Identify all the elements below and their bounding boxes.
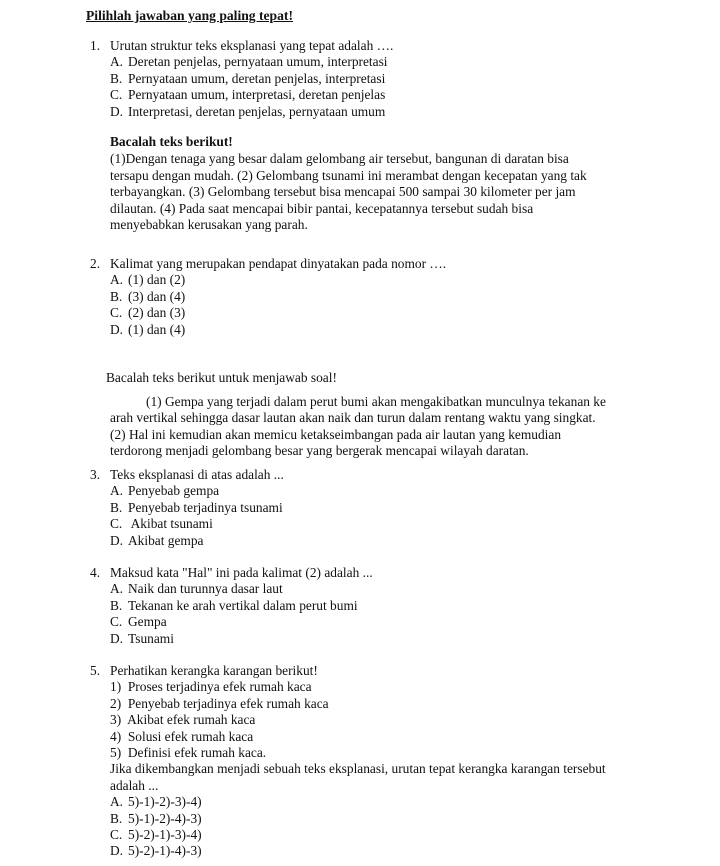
option-text: Pernyataan umum, interpretasi, deretan penjelas (128, 87, 386, 103)
reading-passage-2 (110, 394, 690, 460)
question-1 (90, 38, 650, 120)
option-letter: B. (110, 810, 123, 826)
option-letter: B. (110, 499, 123, 515)
option-text: Akibat gempa (128, 532, 204, 548)
option-letter: D. (110, 103, 124, 119)
outline-item: 1) Proses terjadinya efek rumah kaca (110, 679, 312, 695)
page-heading: Pilihlah jawaban yang paling tepat! (86, 8, 293, 23)
option-text: Tekanan ke arah vertikal dalam perut bumi (128, 597, 358, 613)
option-text: Deretan penjelas, pernyataan umum, interpretasi (128, 54, 388, 70)
option-letter: A. (110, 581, 124, 597)
passage-title: Bacalah teks berikut! (110, 134, 233, 149)
option-c[interactable] (110, 516, 650, 532)
question-prompt: adalah ... (110, 777, 159, 793)
option-a[interactable] (110, 272, 650, 288)
option-d[interactable] (110, 533, 650, 549)
option-b[interactable] (110, 500, 650, 516)
option-text: Naik dan turunnya dasar laut (128, 581, 283, 597)
option-c[interactable] (110, 614, 650, 630)
option-text: Gempa (128, 614, 167, 630)
option-text: 5)-1)-2)-4)-3) (128, 810, 202, 826)
option-text: 5)-1)-2)-3)-4) (128, 794, 202, 810)
passage-line: (1)Dengan tenaga yang besar dalam gelombang air tersebut, bangunan di daratan bisa (110, 151, 569, 167)
option-c[interactable] (110, 305, 650, 321)
option-d[interactable] (110, 843, 690, 859)
option-letter: C. (110, 614, 123, 630)
question-number: 2. (90, 256, 101, 271)
passage-line: tersapu dengan mudah. (2) Gelombang tsunami ini merambat dengan kecepatan yang tak (110, 167, 587, 183)
passage-line: (2) Hal ini kemudian akan memicu ketakseimbangan pada air lautan yang kemudian (110, 426, 562, 442)
option-letter: D. (110, 532, 124, 548)
option-c[interactable] (110, 87, 650, 103)
option-letter: A. (110, 483, 124, 499)
option-letter: C. (110, 305, 123, 321)
passage-line: dilautan. (4) Pada saat mencapai bibir pantai, kecepatannya tersebut sudah bisa (110, 200, 534, 216)
option-d[interactable] (110, 322, 650, 338)
option-d[interactable] (110, 104, 650, 120)
option-a[interactable] (110, 483, 650, 499)
option-letter: A. (110, 794, 124, 810)
question-number: 5. (90, 663, 101, 678)
outline-item: 2) Penyebab terjadinya efek rumah kaca (110, 695, 329, 711)
option-letter: B. (110, 70, 123, 86)
outline-item: 5) Definisi efek rumah kaca. (110, 745, 267, 761)
option-letter: B. (110, 597, 123, 613)
option-letter: D. (110, 321, 124, 337)
option-text: Interpretasi, deretan penjelas, pernyataan umum (128, 103, 386, 119)
option-a[interactable] (110, 794, 690, 810)
option-text: Akibat tsunami (128, 516, 213, 532)
option-a[interactable] (110, 54, 650, 70)
option-text: (1) dan (4) (128, 321, 186, 337)
option-text: Penyebab terjadinya tsunami (128, 499, 283, 515)
option-b[interactable] (110, 71, 650, 87)
passage-line: menyebabkan kerusakan yang parah. (110, 217, 308, 233)
question-number: 3. (90, 467, 101, 482)
option-letter: C. (110, 87, 123, 103)
question-number: 4. (90, 565, 101, 580)
option-b[interactable] (110, 811, 690, 827)
option-text: Tsunami (128, 630, 174, 646)
question-4 (90, 565, 650, 647)
passage-line: arah vertikal sehingga dasar lautan akan naik dan turun dalam rentang waktu yang singkat. (110, 410, 596, 426)
question-number: 1. (90, 38, 101, 53)
option-text: (3) dan (4) (128, 288, 186, 304)
option-text: Pernyataan umum, deretan penjelas, interpretasi (128, 70, 386, 86)
reading-passage-1 (110, 134, 670, 233)
option-text: Penyebab gempa (128, 483, 220, 499)
option-text: 5)-2)-1)-4)-3) (128, 843, 202, 859)
option-c[interactable] (110, 827, 690, 843)
option-letter: C. (110, 516, 123, 532)
option-text: (2) dan (3) (128, 305, 186, 321)
option-letter: A. (110, 272, 124, 288)
option-d[interactable] (110, 631, 650, 647)
option-b[interactable] (110, 289, 650, 305)
option-letter: A. (110, 54, 124, 70)
passage-line: (1) Gempa yang terjadi dalam perut bumi akan mengakibatkan munculnya tekanan ke (146, 394, 606, 409)
question-text: Maksud kata "Hal" ini pada kalimat (2) adalah ... (110, 565, 373, 580)
question-text: Teks eksplanasi di atas adalah ... (110, 467, 284, 482)
outline-item: 3) Akibat efek rumah kaca (110, 712, 256, 728)
question-prompt: Jika dikembangkan menjadi sebuah teks eksplanasi, urutan tepat kerangka karangan tersebut (110, 761, 606, 777)
reading-passage-2-title: Bacalah teks berikut untuk menjawab soal! (106, 370, 337, 385)
option-a[interactable] (110, 581, 650, 597)
outline-item: 4) Solusi efek rumah kaca (110, 728, 254, 744)
question-5 (90, 663, 690, 860)
option-b[interactable] (110, 598, 650, 614)
option-letter: D. (110, 630, 124, 646)
passage-line: terdorong menjadi gelombang besar yang bergerak mencapai wilayah daratan. (110, 443, 529, 459)
passage-line: terbayangkan. (3) Gelombang tersebut bisa mencapai 500 sampai 30 kilometer per jam (110, 184, 576, 200)
option-letter: D. (110, 843, 124, 859)
option-text: (1) dan (2) (128, 272, 186, 288)
option-letter: B. (110, 288, 123, 304)
option-letter: C. (110, 827, 123, 843)
question-3 (90, 467, 650, 549)
question-text: Perhatikan kerangka karangan berikut! (110, 663, 318, 678)
question-text: Kalimat yang merupakan pendapat dinyatakan pada nomor …. (110, 256, 447, 271)
option-text: 5)-2)-1)-3)-4) (128, 827, 202, 843)
question-text: Urutan struktur teks eksplanasi yang tepat adalah …. (110, 38, 394, 53)
question-2 (90, 256, 650, 338)
